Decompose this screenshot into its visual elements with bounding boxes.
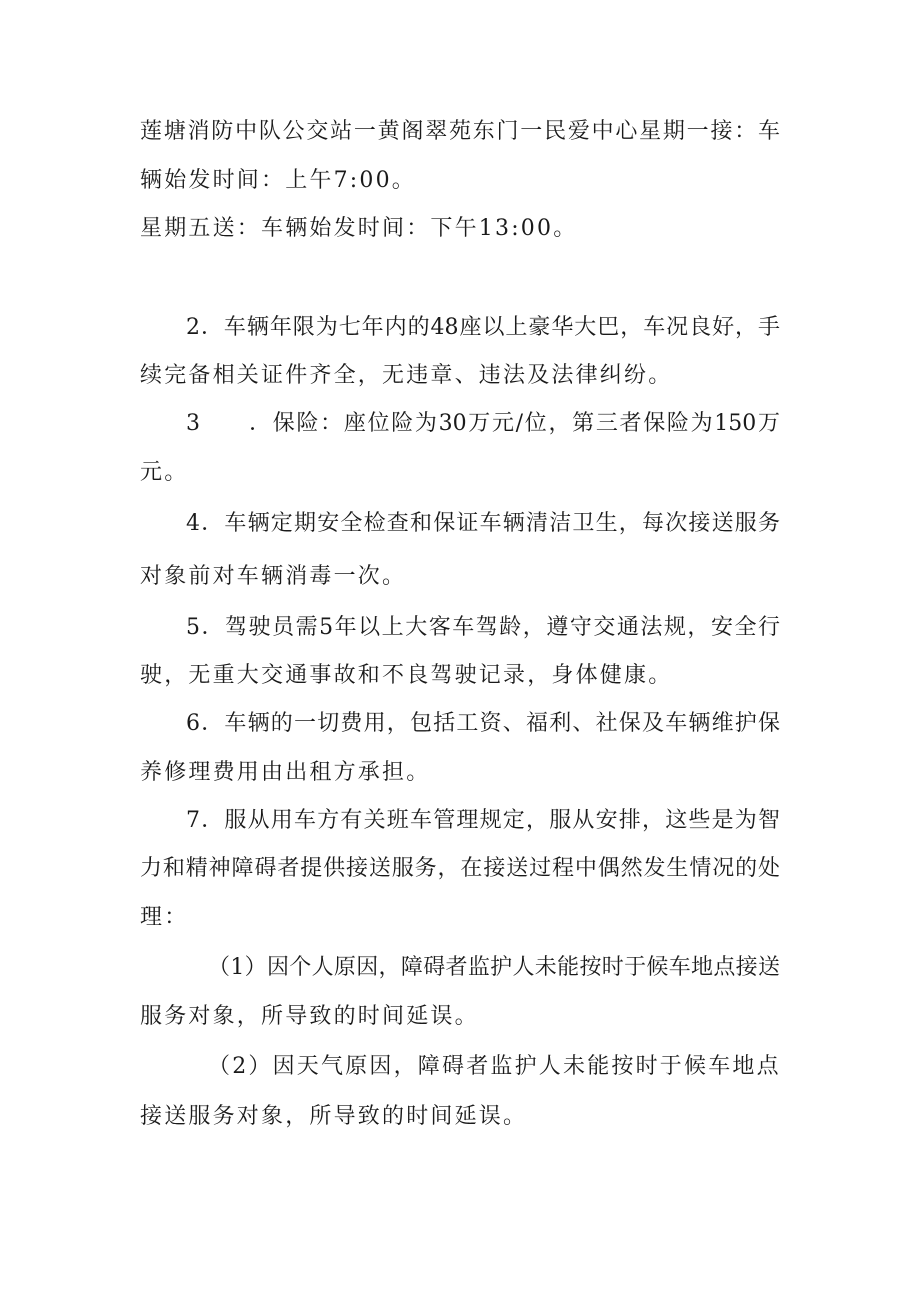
subitem-1-line-2: 服务对象，所导致的时间延误。: [140, 1004, 479, 1029]
item-7-line-3: 理：: [140, 905, 189, 930]
item-4-line-1: 4．车辆定期安全检查和保证车辆清洁卫生，每次接送服务: [186, 511, 780, 536]
item-7-line-1: 7．服从用车方有关班车管理规定，服从安排，这些是为智: [186, 808, 780, 833]
item-5-line-2: 驶，无重大交通事故和不良驾驶记录，身体健康。: [140, 663, 673, 688]
item-4-line-2: 对象前对车辆消毒一次。: [140, 564, 407, 589]
item-7-line-2: 力和精神障碍者提供接送服务，在接送过程中偶然发生情况的处: [140, 856, 780, 881]
item-2-line-2: 续完备相关证件齐全，无违章、违法及法律纠纷。: [140, 363, 673, 388]
subitem-2-line-2: 接送服务对象，所导致的时间延误。: [140, 1104, 528, 1129]
subitem-2-line-1: （2）因天气原因，障碍者监护人未能按时于候车地点: [208, 1054, 781, 1079]
intro-line-2: 辆始发时间：上午7:00。: [140, 168, 417, 193]
item-6-line-2: 养修理费用由出租方承担。: [140, 760, 431, 785]
item-2-line-1: 2．车辆年限为七年内的48座以上豪华大巴，车况良好，手: [186, 315, 780, 340]
subitem-1-line-1: （1）因个人原因，障碍者监护人未能按时于候车地点接送: [208, 955, 780, 980]
item-3-line-1: 3 ．保险：座位险为30万元/位，第三者保险为150万: [186, 411, 780, 436]
item-5-line-1: 5．驾驶员需5年以上大客车驾龄，遵守交通法规，安全行: [186, 615, 780, 640]
item-3-line-2: 元。: [140, 460, 189, 485]
intro-line-1: 莲塘消防中队公交站一黄阁翠苑东门一民爱中心星期一接：车: [140, 119, 780, 144]
item-6-line-1: 6．车辆的一切费用，包括工资、福利、社保及车辆维护保: [186, 711, 780, 736]
intro-line-3: 星期五送：车辆始发时间：下午13:00。: [140, 216, 578, 241]
